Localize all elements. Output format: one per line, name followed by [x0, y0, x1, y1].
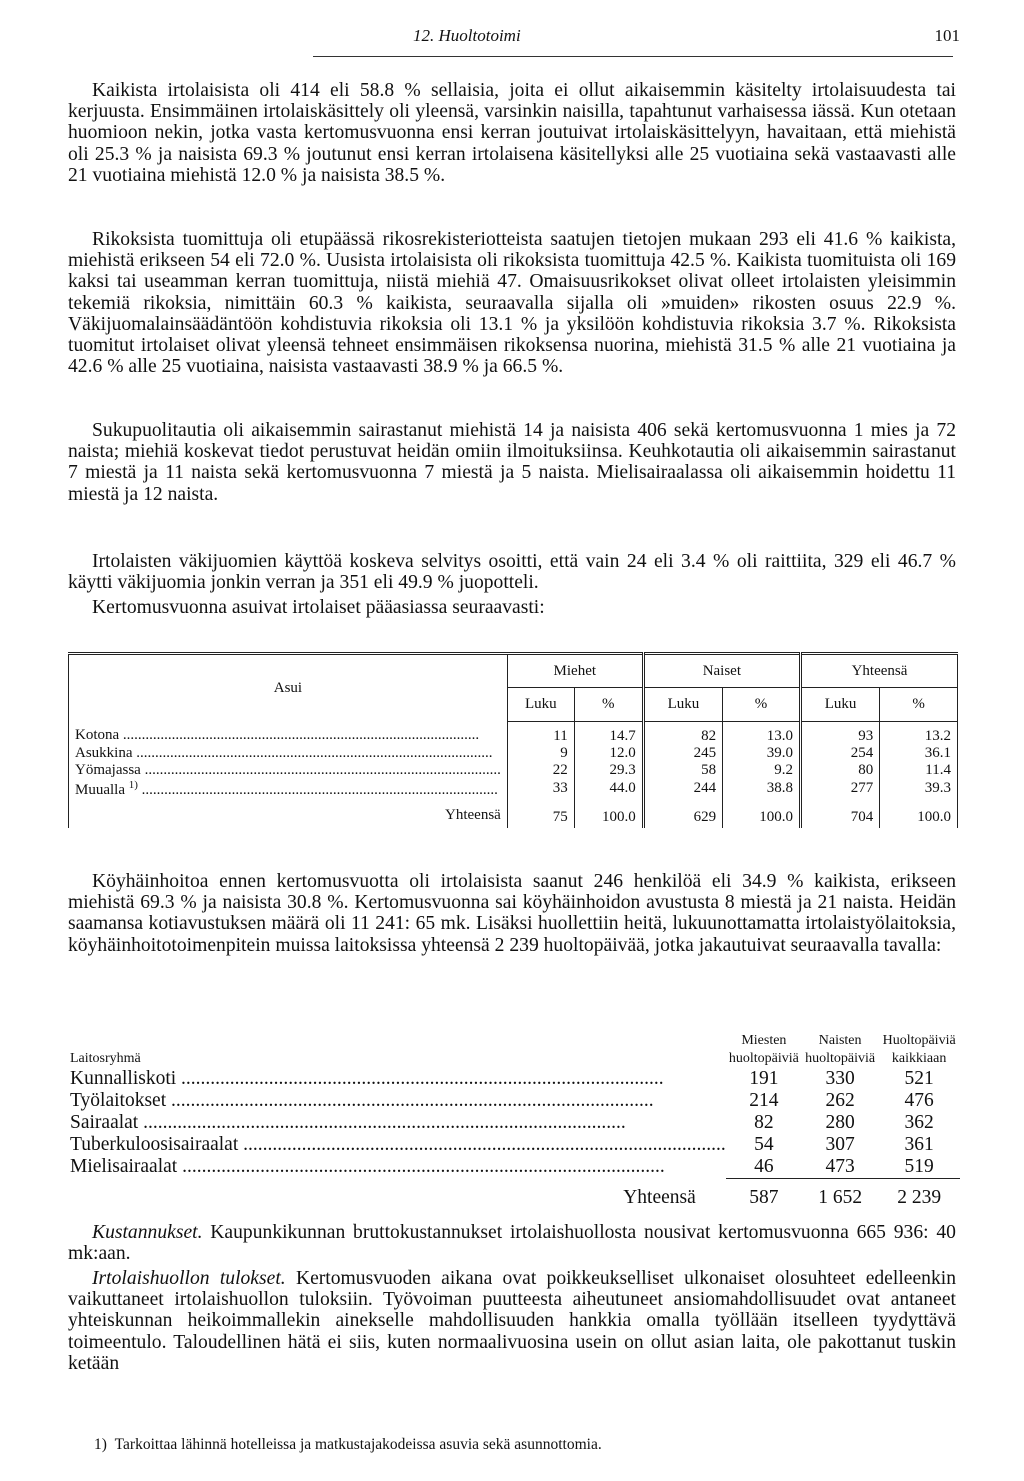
total-label: Yhteensä [69, 807, 508, 828]
cell: 307 [825, 1134, 855, 1155]
cell: 82 [643, 721, 722, 745]
cell: 280 [825, 1112, 855, 1133]
cell: 54 [754, 1134, 774, 1155]
cell: 39.0 [723, 745, 801, 762]
row-label: Tuberkuloosisairaalat ..... [70, 1134, 726, 1156]
col-miehet: Miehet [507, 654, 643, 688]
cell: 476 [904, 1090, 934, 1111]
cell: 214 [749, 1090, 779, 1111]
table-row [69, 779, 958, 807]
page-number: 101 [934, 26, 960, 45]
header-rule [313, 56, 953, 57]
table-row [70, 1156, 960, 1179]
cell: 473 [802, 1156, 878, 1179]
cell: 100.0 [880, 807, 958, 828]
cell: 44.0 [574, 779, 643, 807]
housing-table [68, 652, 958, 828]
row-label: Mielisairaalat ..... [70, 1156, 726, 1178]
row-label: Asukkina ..... [75, 745, 501, 762]
cell: 587 [749, 1187, 779, 1208]
cell: 330 [825, 1068, 855, 1089]
paragraph-housing-intro: Kertomusvuonna asuivat irtolaiset pääasiassa seuraavasti: [92, 597, 545, 618]
cell: 22 [507, 762, 574, 779]
cell: 36.1 [880, 745, 958, 762]
table-row [70, 1134, 960, 1156]
cell: 2 239 [897, 1187, 942, 1208]
paragraph-diseases: Sukupuolitautia oli aikaisemmin sairastanut miehistä 14 ja naisista 406 sekä kertomusvuonna 1 mies ja 72 naista; miehiä koskevat tiedot perustuvat heidän omiin ilmoituksiinsa. Keuhkotautia oli aikaisemmin sairastanut 7 miestä ja 11 naista sekä kertomusvuonna 7 miestä ja 5 naista. Mielisairaalassa oli aikaisemmin hoidettu 11 miestä ja 12 naista. [68, 420, 956, 505]
row-label: Työlaitokset ..... [70, 1090, 726, 1112]
cell: 245 [643, 745, 722, 762]
cell: 13.0 [723, 721, 801, 745]
cell: 93 [800, 721, 879, 745]
paragraph-poor-relief: Köyhäinhoitoa ennen kertomusvuotta oli irtolaisista saanut 246 henkilöä eli 34.9 % kaikista, erikseen miehistä 69.3 % ja naisista 30.8 %. Kertomusvuonna sai köyhäinhoidon avustusta 8 miestä ja 21 naista. Heidän saamansa kotiavustuksen määrä oli 11 241: 65 mk. Lisäksi huollettiin heitä, lukuunottamatta irtolaistyölaitoksia, köyhäinhoitotoimenpitein muissa laitoksissa yhteensä 2 239 huoltopäivää, jotka jakautuivat seuraavalla tavalla: [68, 871, 956, 956]
paragraph-first-time: Kaikista irtolaisista oli 414 eli 58.8 % sellaisia, joita ei ollut aikaisemmin käsitelty irtolaisuudesta tai kerjuusta. Ensimmäinen irtolaiskäsittely oli yleensä, varsinkin naisilla, tapahtunut varhaisessa iässä. Kun otetaan huomioon nekin, jotka vasta kertomusvuonna ensi kerran joutuivat irtolaiskäsittelyyn, havaitaan, että miehistä oli 25.3 % ja naisista 69.3 % joutunut ensi kerran irtolaisena käsitellyksi alle 25 vuotiaina sekä vastaavasti alle 21 vuotiaina miehistä 12.0 % ja naisista 38.5 %. [68, 80, 956, 186]
cell: 13.2 [880, 721, 958, 745]
results-heading: Irtolaishuollon tulokset. [92, 1268, 286, 1289]
col-miesten: Miesten huoltopäiviä [728, 1033, 799, 1066]
total-label: Yhteensä [623, 1186, 696, 1208]
row-label: Yömajassa ..... [75, 762, 501, 779]
table-total-row [70, 1179, 960, 1210]
col-naisten: Naisten huoltopäiviä [805, 1033, 876, 1066]
table-row [70, 1068, 960, 1090]
cell: 82 [754, 1112, 774, 1133]
page-header [68, 26, 960, 50]
cell: 9.2 [723, 762, 801, 779]
cell: 9 [507, 745, 574, 762]
paragraph-alcohol: Irtolaisten väkijuomien käyttöä koskeva selvitys osoitti, että vain 24 eli 3.4 % oli raittiita, 329 eli 46.7 % käytti väkijuomia jonkin verran ja 351 eli 49.9 % juopotteli. [68, 551, 956, 594]
col-laitosryhma: Laitosryhmä [70, 1051, 141, 1066]
col-miehet-luku: Luku [507, 688, 574, 721]
col-miehet-pct: % [574, 688, 643, 721]
cell: 254 [800, 745, 879, 762]
row-label: Kotona ..... [75, 727, 501, 744]
running-title: 12. Huoltotoimi [413, 26, 521, 45]
table-row [69, 721, 958, 745]
col-yhteensa: Yhteensä [800, 654, 957, 688]
row-label: Sairaalat ..... [70, 1112, 726, 1134]
cell: 29.3 [574, 762, 643, 779]
cell: 362 [904, 1112, 934, 1133]
cell: 519 [878, 1156, 960, 1179]
table-total-row [69, 807, 958, 828]
cell: 75 [507, 807, 574, 828]
footnote-mark: 1) [94, 1436, 107, 1453]
col-naiset-luku: Luku [643, 688, 722, 721]
cell: 12.0 [574, 745, 643, 762]
cell: 11 [507, 721, 574, 745]
col-yht-pct: % [880, 688, 958, 721]
footnote: 1) Tarkoittaa lähinnä hotelleissa ja matkustajakodeissa asuvia sekä asunnottomia. [94, 1436, 602, 1453]
cell: 38.8 [723, 779, 801, 807]
paragraph-results: Irtolaishuollon tulokset. Kertomusvuoden aikana ovat poikkeukselliset ulkonaiset olosuhteet edelleenkin vaikuttaneet irtolaishuollon tuloksiin. Työvoiman puutteesta aiheutuneet ansiomahdollisuudet ovat antaneet yhteiskunnan heikoimmallekin ainekselle mahdollisuuden hankkia omalla työllään itselleen tyydyttävä toimeentulo. Taloudellinen hätä ei siis, kuten normaalivuosina usein on ollut asian laita, ole pakottanut tuskin ketään [68, 1268, 956, 1374]
cell: 191 [749, 1068, 779, 1089]
paragraph-costs: Kustannukset. Kaupunkikunnan bruttokustannukset irtolaishuollosta nousivat kertomusvuonna 665 936: 40 mk:aan. [68, 1222, 956, 1265]
cell: 39.3 [880, 779, 958, 807]
col-asui: Asui [69, 654, 508, 722]
table-row [70, 1090, 960, 1112]
cell: 33 [507, 779, 574, 807]
cell: 277 [800, 779, 879, 807]
cell: 100.0 [574, 807, 643, 828]
cell: 14.7 [574, 721, 643, 745]
costs-heading: Kustannukset. [92, 1222, 203, 1243]
footnote-ref: 1) [128, 778, 138, 791]
col-naiset: Naiset [643, 654, 800, 688]
cell: 100.0 [723, 807, 801, 828]
cell: 361 [904, 1134, 934, 1155]
col-yht-luku: Luku [800, 688, 879, 721]
table-row [69, 745, 958, 762]
table-row [69, 762, 958, 779]
col-kaikkiaan: Huoltopäiviä kaikkiaan [882, 1033, 956, 1066]
cell: 1 652 [818, 1187, 863, 1208]
cell: 46 [726, 1156, 802, 1179]
table-row [70, 1112, 960, 1134]
cell: 521 [904, 1068, 934, 1089]
cell: 262 [825, 1090, 855, 1111]
row-label: Kunnalliskoti ..... [70, 1068, 726, 1090]
cell: 11.4 [880, 762, 958, 779]
cell: 58 [643, 762, 722, 779]
paragraph-crimes: Rikoksista tuomittuja oli etupäässä rikosrekisteriotteista saatujen tietojen mukaan 293 eli 41.6 % kaikista, miehistä erikseen 54 eli 72.0 %. Uusista irtolaisista oli rikoksista tuomittuja 42.5 %. Kaikista tuomituista oli 169 kaksi tai useamman kerran tuomittuja, niistä miehiä 47. Omaisuusrikokset olivat olleet irtolaisten yleisimmin tekemiä rikoksia, nimittäin 60.3 % kaikista, seuraavalla sijalla oli »muiden» rikosten osuus 22.9 %. Väkijuomalainsäädäntöön kohdistuvia rikoksia oli 13.1 % ja yksilöön kohdistuvia rikoksia 3.7 %. Rikoksista tuomitut irtolaiset olivat yleensä tehneet ensimmäisen rikoksensa nuorina, miehistä 31.5 % alle 21 vuotiaina ja 42.6 % alle 25 vuotiaina, naisista vastaavasti 38.9 % ja 66.5 %. [68, 229, 956, 378]
cell: 629 [643, 807, 722, 828]
cell: 244 [643, 779, 722, 807]
row-label: Muualla $^{1)}$ ..... [75, 779, 501, 799]
cell: 80 [800, 762, 879, 779]
care-days-table [70, 1032, 960, 1209]
col-naiset-pct: % [723, 688, 801, 721]
cell: 704 [800, 807, 879, 828]
